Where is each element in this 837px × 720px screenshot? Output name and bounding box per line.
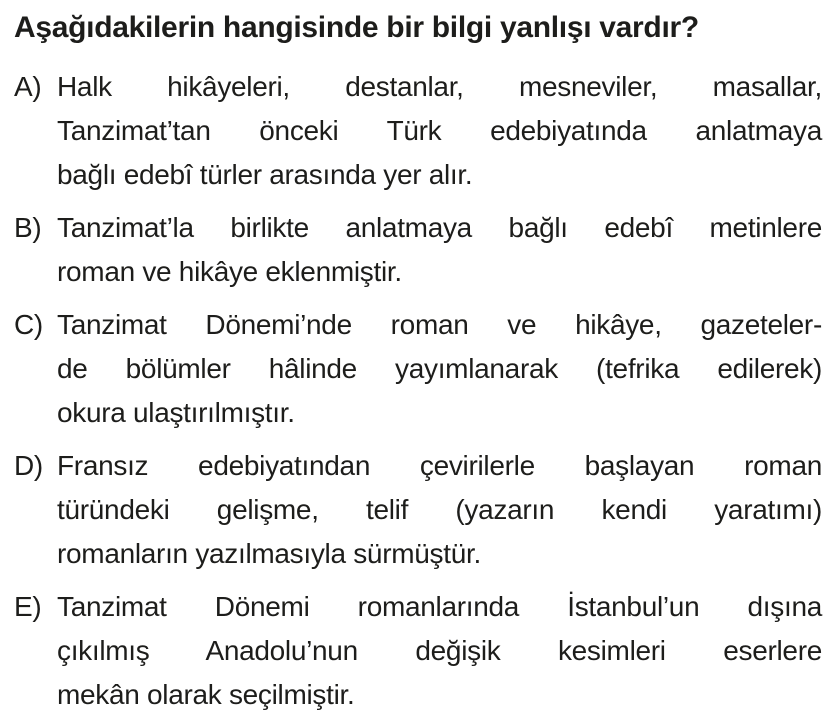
option-d-line-1: Fransız edebiyatından çevirilerle başlayan roman — [57, 450, 822, 481]
option-a-line-1: Halk hikâyeleri, destanlar, mesneviler, masallar, — [57, 71, 822, 102]
option-a-line-2: Tanzimat’tan önceki Türk edebiyatında anlatmaya — [57, 115, 822, 146]
option-c-text — [57, 303, 822, 435]
option-c-line-3: okura ulaştırılmıştır. — [57, 397, 295, 428]
option-a-letter: A) — [14, 71, 42, 102]
option-c-line-2: de bölümler hâlinde yayımlanarak (tefrika edilerek) — [57, 353, 822, 384]
option-e-letter: E) — [14, 591, 42, 622]
option-d — [14, 444, 822, 576]
option-d-line-3: romanların yazılmasıyla sürmüştür. — [57, 538, 481, 569]
option-b-letter: B) — [14, 212, 42, 243]
option-d-text — [57, 444, 822, 576]
option-d-line-2: türündeki gelişme, telif (yazarın kendi yaratımı) — [57, 494, 822, 525]
option-c-letter: C) — [14, 309, 43, 340]
option-b-line-2: roman ve hikâye eklenmiştir. — [57, 256, 402, 287]
option-e-line-1: Tanzimat Dönemi romanlarında İstanbul’un dışına — [57, 591, 822, 622]
options-list — [14, 65, 822, 717]
option-a — [14, 65, 822, 197]
option-e-line-2: çıkılmış Anadolu’nun değişik kesimleri eserlere — [57, 635, 822, 666]
option-a-text — [57, 65, 822, 197]
option-e — [14, 585, 822, 717]
option-b-line-1: Tanzimat’la birlikte anlatmaya bağlı edebî metinlere — [57, 212, 822, 243]
option-e-line-3: mekân olarak seçilmiştir. — [57, 679, 355, 710]
option-d-letter: D) — [14, 450, 43, 481]
option-c — [14, 303, 822, 435]
question-title: Aşağıdakilerin hangisinde bir bilgi yanlışı vardır? — [14, 11, 699, 44]
option-b-text — [57, 206, 822, 294]
option-b — [14, 206, 822, 294]
option-c-line-1: Tanzimat Dönemi’nde roman ve hikâye, gazeteler- — [57, 309, 822, 340]
option-a-line-3: bağlı edebî türler arasında yer alır. — [57, 159, 473, 190]
option-e-text — [57, 585, 822, 717]
